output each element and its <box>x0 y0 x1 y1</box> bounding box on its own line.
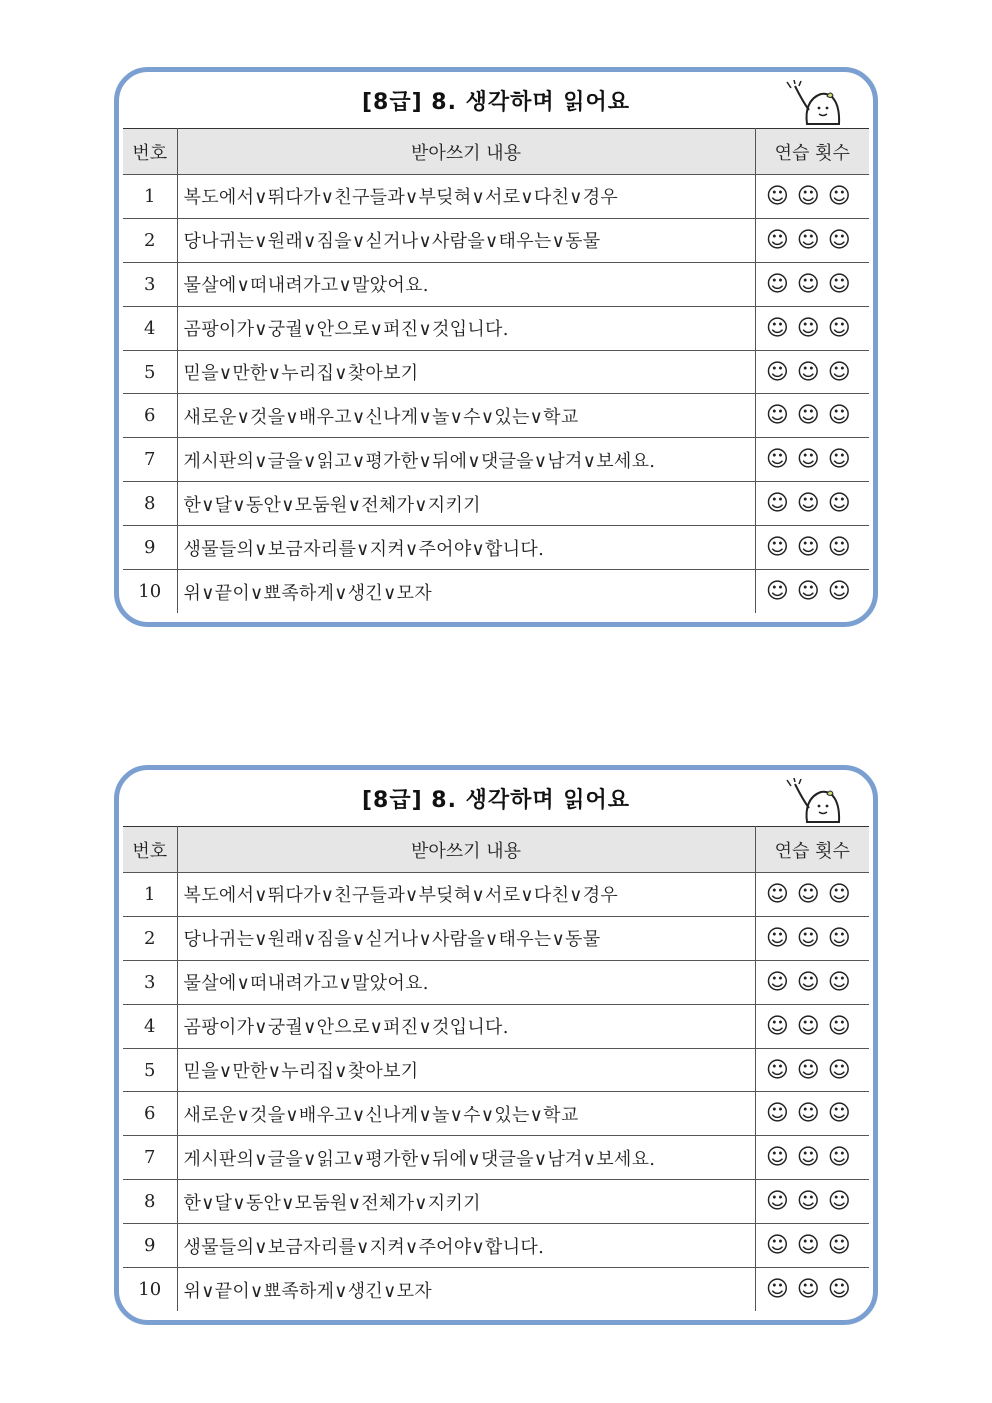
row-sentence: 한∨달∨동안∨모둠원∨전체가∨지키기 <box>177 482 755 526</box>
row-number: 9 <box>123 526 177 570</box>
row-sentence: 곰팡이가∨궁궐∨안으로∨퍼진∨것입니다. <box>177 306 755 350</box>
row-number: 9 <box>123 1224 177 1268</box>
row-number: 5 <box>123 350 177 394</box>
row-number: 3 <box>123 262 177 306</box>
table-row <box>123 526 869 570</box>
table-row <box>123 1136 869 1180</box>
table-header-row <box>123 827 869 873</box>
row-sentence: 복도에서∨뛰다가∨친구들과∨부딪혀∨서로∨다친∨경우 <box>177 175 755 219</box>
table-row <box>123 306 869 350</box>
worksheet-title: [8급] 8. 생각하며 읽어요 <box>361 787 631 813</box>
waving-character-icon <box>785 778 843 824</box>
table-row <box>123 1224 869 1268</box>
row-number: 5 <box>123 1048 177 1092</box>
col-header-content: 받아쓰기 내용 <box>177 129 755 175</box>
row-number: 1 <box>123 175 177 219</box>
practice-smiley-marks: ☺☺☺ <box>755 1268 869 1312</box>
row-number: 2 <box>123 916 177 960</box>
table-row <box>123 175 869 219</box>
practice-smiley-marks: ☺☺☺ <box>755 394 869 438</box>
row-sentence: 당나귀는∨원래∨짐을∨싣거나∨사람을∨태우는∨동물 <box>177 218 755 262</box>
practice-smiley-marks: ☺☺☺ <box>755 306 869 350</box>
table-row <box>123 350 869 394</box>
row-sentence: 믿을∨만한∨누리집∨찾아보기 <box>177 350 755 394</box>
waving-character-icon <box>785 80 843 126</box>
row-sentence: 게시판의∨글을∨읽고∨평가한∨뒤에∨댓글을∨남겨∨보세요. <box>177 1136 755 1180</box>
worksheet-title: [8급] 8. 생각하며 읽어요 <box>361 89 631 115</box>
row-number: 1 <box>123 873 177 917</box>
row-sentence: 한∨달∨동안∨모둠원∨전체가∨지키기 <box>177 1180 755 1224</box>
practice-smiley-marks: ☺☺☺ <box>755 1136 869 1180</box>
row-sentence: 당나귀는∨원래∨짐을∨싣거나∨사람을∨태우는∨동물 <box>177 916 755 960</box>
practice-smiley-marks: ☺☺☺ <box>755 262 869 306</box>
practice-smiley-marks: ☺☺☺ <box>755 1224 869 1268</box>
row-number: 3 <box>123 960 177 1004</box>
row-sentence: 믿을∨만한∨누리집∨찾아보기 <box>177 1048 755 1092</box>
row-number: 6 <box>123 394 177 438</box>
table-row <box>123 482 869 526</box>
row-sentence: 새로운∨것을∨배우고∨신나게∨놀∨수∨있는∨학교 <box>177 394 755 438</box>
row-sentence: 곰팡이가∨궁궐∨안으로∨퍼진∨것입니다. <box>177 1004 755 1048</box>
row-sentence: 새로운∨것을∨배우고∨신나게∨놀∨수∨있는∨학교 <box>177 1092 755 1136</box>
dictation-table <box>123 128 869 613</box>
row-sentence: 물살에∨떠내려가고∨말았어요. <box>177 262 755 306</box>
col-header-practice: 연습 횟수 <box>755 827 869 873</box>
table-row <box>123 1048 869 1092</box>
row-sentence: 복도에서∨뛰다가∨친구들과∨부딪혀∨서로∨다친∨경우 <box>177 873 755 917</box>
practice-smiley-marks: ☺☺☺ <box>755 350 869 394</box>
row-sentence: 위∨끝이∨뾰족하게∨생긴∨모자 <box>177 1268 755 1312</box>
col-header-number: 번호 <box>123 827 177 873</box>
table-row <box>123 873 869 917</box>
table-row <box>123 1268 869 1312</box>
row-sentence: 게시판의∨글을∨읽고∨평가한∨뒤에∨댓글을∨남겨∨보세요. <box>177 438 755 482</box>
practice-smiley-marks: ☺☺☺ <box>755 570 869 614</box>
dictation-table <box>123 826 869 1311</box>
table-row <box>123 218 869 262</box>
col-header-content: 받아쓰기 내용 <box>177 827 755 873</box>
row-sentence: 물살에∨떠내려가고∨말았어요. <box>177 960 755 1004</box>
practice-smiley-marks: ☺☺☺ <box>755 482 869 526</box>
practice-smiley-marks: ☺☺☺ <box>755 1180 869 1224</box>
worksheet-card-1 <box>114 67 878 627</box>
practice-smiley-marks: ☺☺☺ <box>755 1048 869 1092</box>
practice-smiley-marks: ☺☺☺ <box>755 526 869 570</box>
table-row <box>123 570 869 614</box>
row-number: 4 <box>123 1004 177 1048</box>
table-header-row <box>123 129 869 175</box>
row-sentence: 생물들의∨보금자리를∨지켜∨주어야∨합니다. <box>177 1224 755 1268</box>
row-number: 10 <box>123 1268 177 1312</box>
table-row <box>123 262 869 306</box>
row-number: 7 <box>123 438 177 482</box>
table-row <box>123 916 869 960</box>
practice-smiley-marks: ☺☺☺ <box>755 218 869 262</box>
practice-smiley-marks: ☺☺☺ <box>755 960 869 1004</box>
row-number: 10 <box>123 570 177 614</box>
table-row <box>123 1180 869 1224</box>
row-number: 2 <box>123 218 177 262</box>
table-row <box>123 1004 869 1048</box>
practice-smiley-marks: ☺☺☺ <box>755 916 869 960</box>
row-number: 6 <box>123 1092 177 1136</box>
table-row <box>123 1092 869 1136</box>
practice-smiley-marks: ☺☺☺ <box>755 1004 869 1048</box>
row-number: 8 <box>123 1180 177 1224</box>
practice-smiley-marks: ☺☺☺ <box>755 438 869 482</box>
col-header-number: 번호 <box>123 129 177 175</box>
row-number: 8 <box>123 482 177 526</box>
row-number: 4 <box>123 306 177 350</box>
practice-smiley-marks: ☺☺☺ <box>755 175 869 219</box>
col-header-practice: 연습 횟수 <box>755 129 869 175</box>
row-sentence: 위∨끝이∨뾰족하게∨생긴∨모자 <box>177 570 755 614</box>
row-sentence: 생물들의∨보금자리를∨지켜∨주어야∨합니다. <box>177 526 755 570</box>
practice-smiley-marks: ☺☺☺ <box>755 873 869 917</box>
row-number: 7 <box>123 1136 177 1180</box>
worksheet-card-2 <box>114 765 878 1325</box>
table-row <box>123 960 869 1004</box>
table-row <box>123 394 869 438</box>
table-row <box>123 438 869 482</box>
practice-smiley-marks: ☺☺☺ <box>755 1092 869 1136</box>
